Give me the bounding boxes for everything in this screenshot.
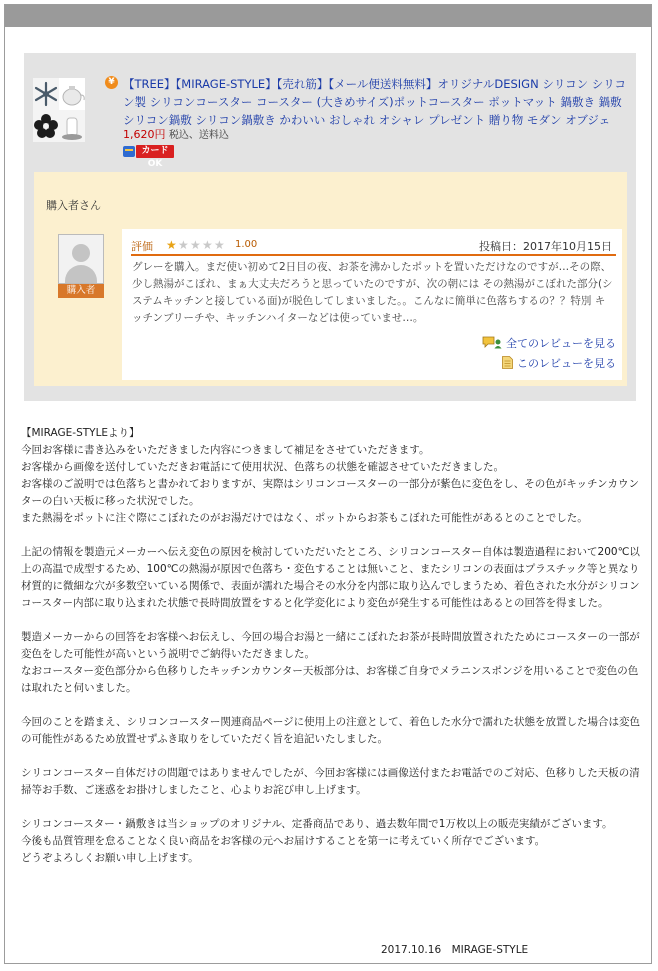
credit-card-icon <box>123 146 135 157</box>
reply-line: お客様から画像を送付していただきお電話にて使用状況、色落ちの状態を確認させていただきました。 <box>21 461 504 473</box>
rating-label: 評価 <box>131 240 153 253</box>
reply-line: 上記の情報を製造元メーカーへ伝え変色の原因を検討していただいたところ、シリコンコースター自体は製造過程において200℃以上の高温で成型するため、100℃の熱湯が原因で色落ち・変色することは無いこと、またシリコンの表面はプラスチック等と異なり材質的に微細な穴が多数空いている関係で、表面が濡れた場合その水分を内部に取り込んでしまうため、着色された水分がシリコンコースター内部に取り込まれた状態で長時間放置をすると化学変化により変色が発生する可能性はあるとの回答を得ました。 <box>21 546 640 609</box>
avatar <box>58 234 104 284</box>
post-date: 投稿日：2017年10月15日 <box>479 240 612 253</box>
star-icon: ★ <box>166 238 177 252</box>
card-ok-label: カードOK <box>136 145 174 158</box>
price-note: 税込、送料込 <box>168 130 229 141</box>
star-icon: ★ <box>178 238 189 252</box>
reply-paragraph <box>21 425 641 527</box>
reviews-chat-icon <box>482 336 502 352</box>
reply-paragraph <box>21 544 641 612</box>
reply-line: 今回のことを踏まえ、シリコンコースター関連商品ページに使用上の注意として、着色した水分で濡れた状態を放置した場合は変色の可能性があるため放置せずふき取りをしていただく旨を追記いたしました。 <box>21 716 640 745</box>
review-text: グレーを購入。まだ使い初めて2日目の夜、お茶を沸かしたポットを置いただけなのですが…その際、少し熱湯がこぼれ、まぁ大丈夫だろうと思っていたのですが、次の朝には その熱湯がこぼれた部分(システムキッチンと接している面)が脱色してしまいました。。こんなに簡単に色落ちするの？？特別 キッチンブリーチや、キッチンハイターなどは使っていませ…。 <box>132 261 613 324</box>
teapot-icon <box>59 78 85 110</box>
product-title-link[interactable]: 【TREE】【MIRAGE-STYLE】【売れ筋】【メール便送料無料】オリジナルDESIGN シリコン シリコン製 シリコンコースター コースター (大きめサイズ)ポットコースター ポットマット 鍋敷き 鍋敷 シリコン鍋敷 シリコン鍋敷き かわいい おしゃれ オシャレ プレゼント 贈り物 モダン オブジェ <box>123 77 627 127</box>
product-panel <box>24 53 636 401</box>
reply-line: また熱湯をポットに注ぐ際にこぼれたのがお湯だけではなく、ポットからお茶もこぼれた可能性があるとのことでした。 <box>21 512 588 524</box>
reply-paragraph <box>21 765 641 799</box>
vase-icon <box>59 110 85 142</box>
review-box <box>34 172 627 386</box>
product-thumbnail[interactable] <box>33 78 85 142</box>
top-bar <box>5 5 651 27</box>
star-icon: ★ <box>202 238 213 252</box>
price: 1,620円 <box>123 128 166 141</box>
star-icon: ★ <box>190 238 201 252</box>
reply-line: 製造メーカーからの回答をお客様へお伝えし、今回の場合お湯と一緒にこぼれたお茶が長時間放置されたためにコースターの一部が変色をした可能性が高いという説明でご納得いただきました。 <box>21 631 640 660</box>
reply-line: 今回お客様に書き込みをいただきました内容につきまして補足をさせていただきます。 <box>21 444 430 456</box>
reviewer-avatar-box <box>58 234 104 298</box>
page-frame <box>4 4 652 964</box>
all-reviews-link[interactable] <box>482 335 616 351</box>
price-line <box>123 128 229 143</box>
reply-paragraph <box>21 816 641 867</box>
star-icon: ★ <box>214 238 225 252</box>
reply-line: どうぞよろしくお願い申し上げます。 <box>21 852 199 864</box>
flower-coaster-icon <box>33 110 59 142</box>
this-review-link[interactable] <box>502 355 616 371</box>
snowflake-coaster-icon <box>33 78 59 110</box>
shop-reply <box>21 425 641 884</box>
yen-coin-icon: ¥ <box>105 76 118 89</box>
rating-value: 1.00 <box>235 239 258 250</box>
reply-signature: 2017.10.16 MIRAGE-STYLE <box>381 944 529 956</box>
reply-paragraph <box>21 629 641 697</box>
rating-stars <box>166 238 226 252</box>
reply-line: お客様のご説明では色落ちと書かれておりますが、実際はシリコンコースターの一部分が紫色に変色をし、その色がキッチンカウンターの白い天板に移った状況でした。 <box>21 478 640 507</box>
reply-line: シリコンコースター・鍋敷きは当ショップのオリジナル、定番商品であり、過去数年間で1万枚以上の販売実績がございます。 <box>21 818 613 830</box>
reply-line: なおコースター変色部分から色移りしたキッチンカウンター天板部分は、お客様ご自身でメラニンスポンジを用いることで変色の色は取れたと伺いました。 <box>21 665 639 694</box>
document-icon <box>502 356 513 372</box>
reply-line: 【MIRAGE-STYLEより】 <box>21 427 140 439</box>
purchaser-label: 購入者さん <box>46 199 101 212</box>
reply-paragraph <box>21 714 641 748</box>
reply-line: シリコンコースター自体だけの問題ではありませんでしたが、今回お客様には画像送付またお電話でのご対応、色移りした天板の清掃等お手数、ご迷惑をお掛けしましたこと、心よりお詫び申し上げます。 <box>21 767 640 796</box>
this-review-link-label[interactable]: このレビューを見る <box>517 357 616 370</box>
card-ok-badge <box>123 145 174 169</box>
review-card <box>122 229 622 380</box>
rating-row <box>131 238 616 256</box>
reply-line: 今後も品質管理を怠ることなく良い商品をお客様の元へお届けすることを第一に考えていく所存でございます。 <box>21 835 546 847</box>
buyer-badge: 購入者 <box>58 284 104 298</box>
all-reviews-link-label[interactable]: 全てのレビューを見る <box>506 337 616 350</box>
